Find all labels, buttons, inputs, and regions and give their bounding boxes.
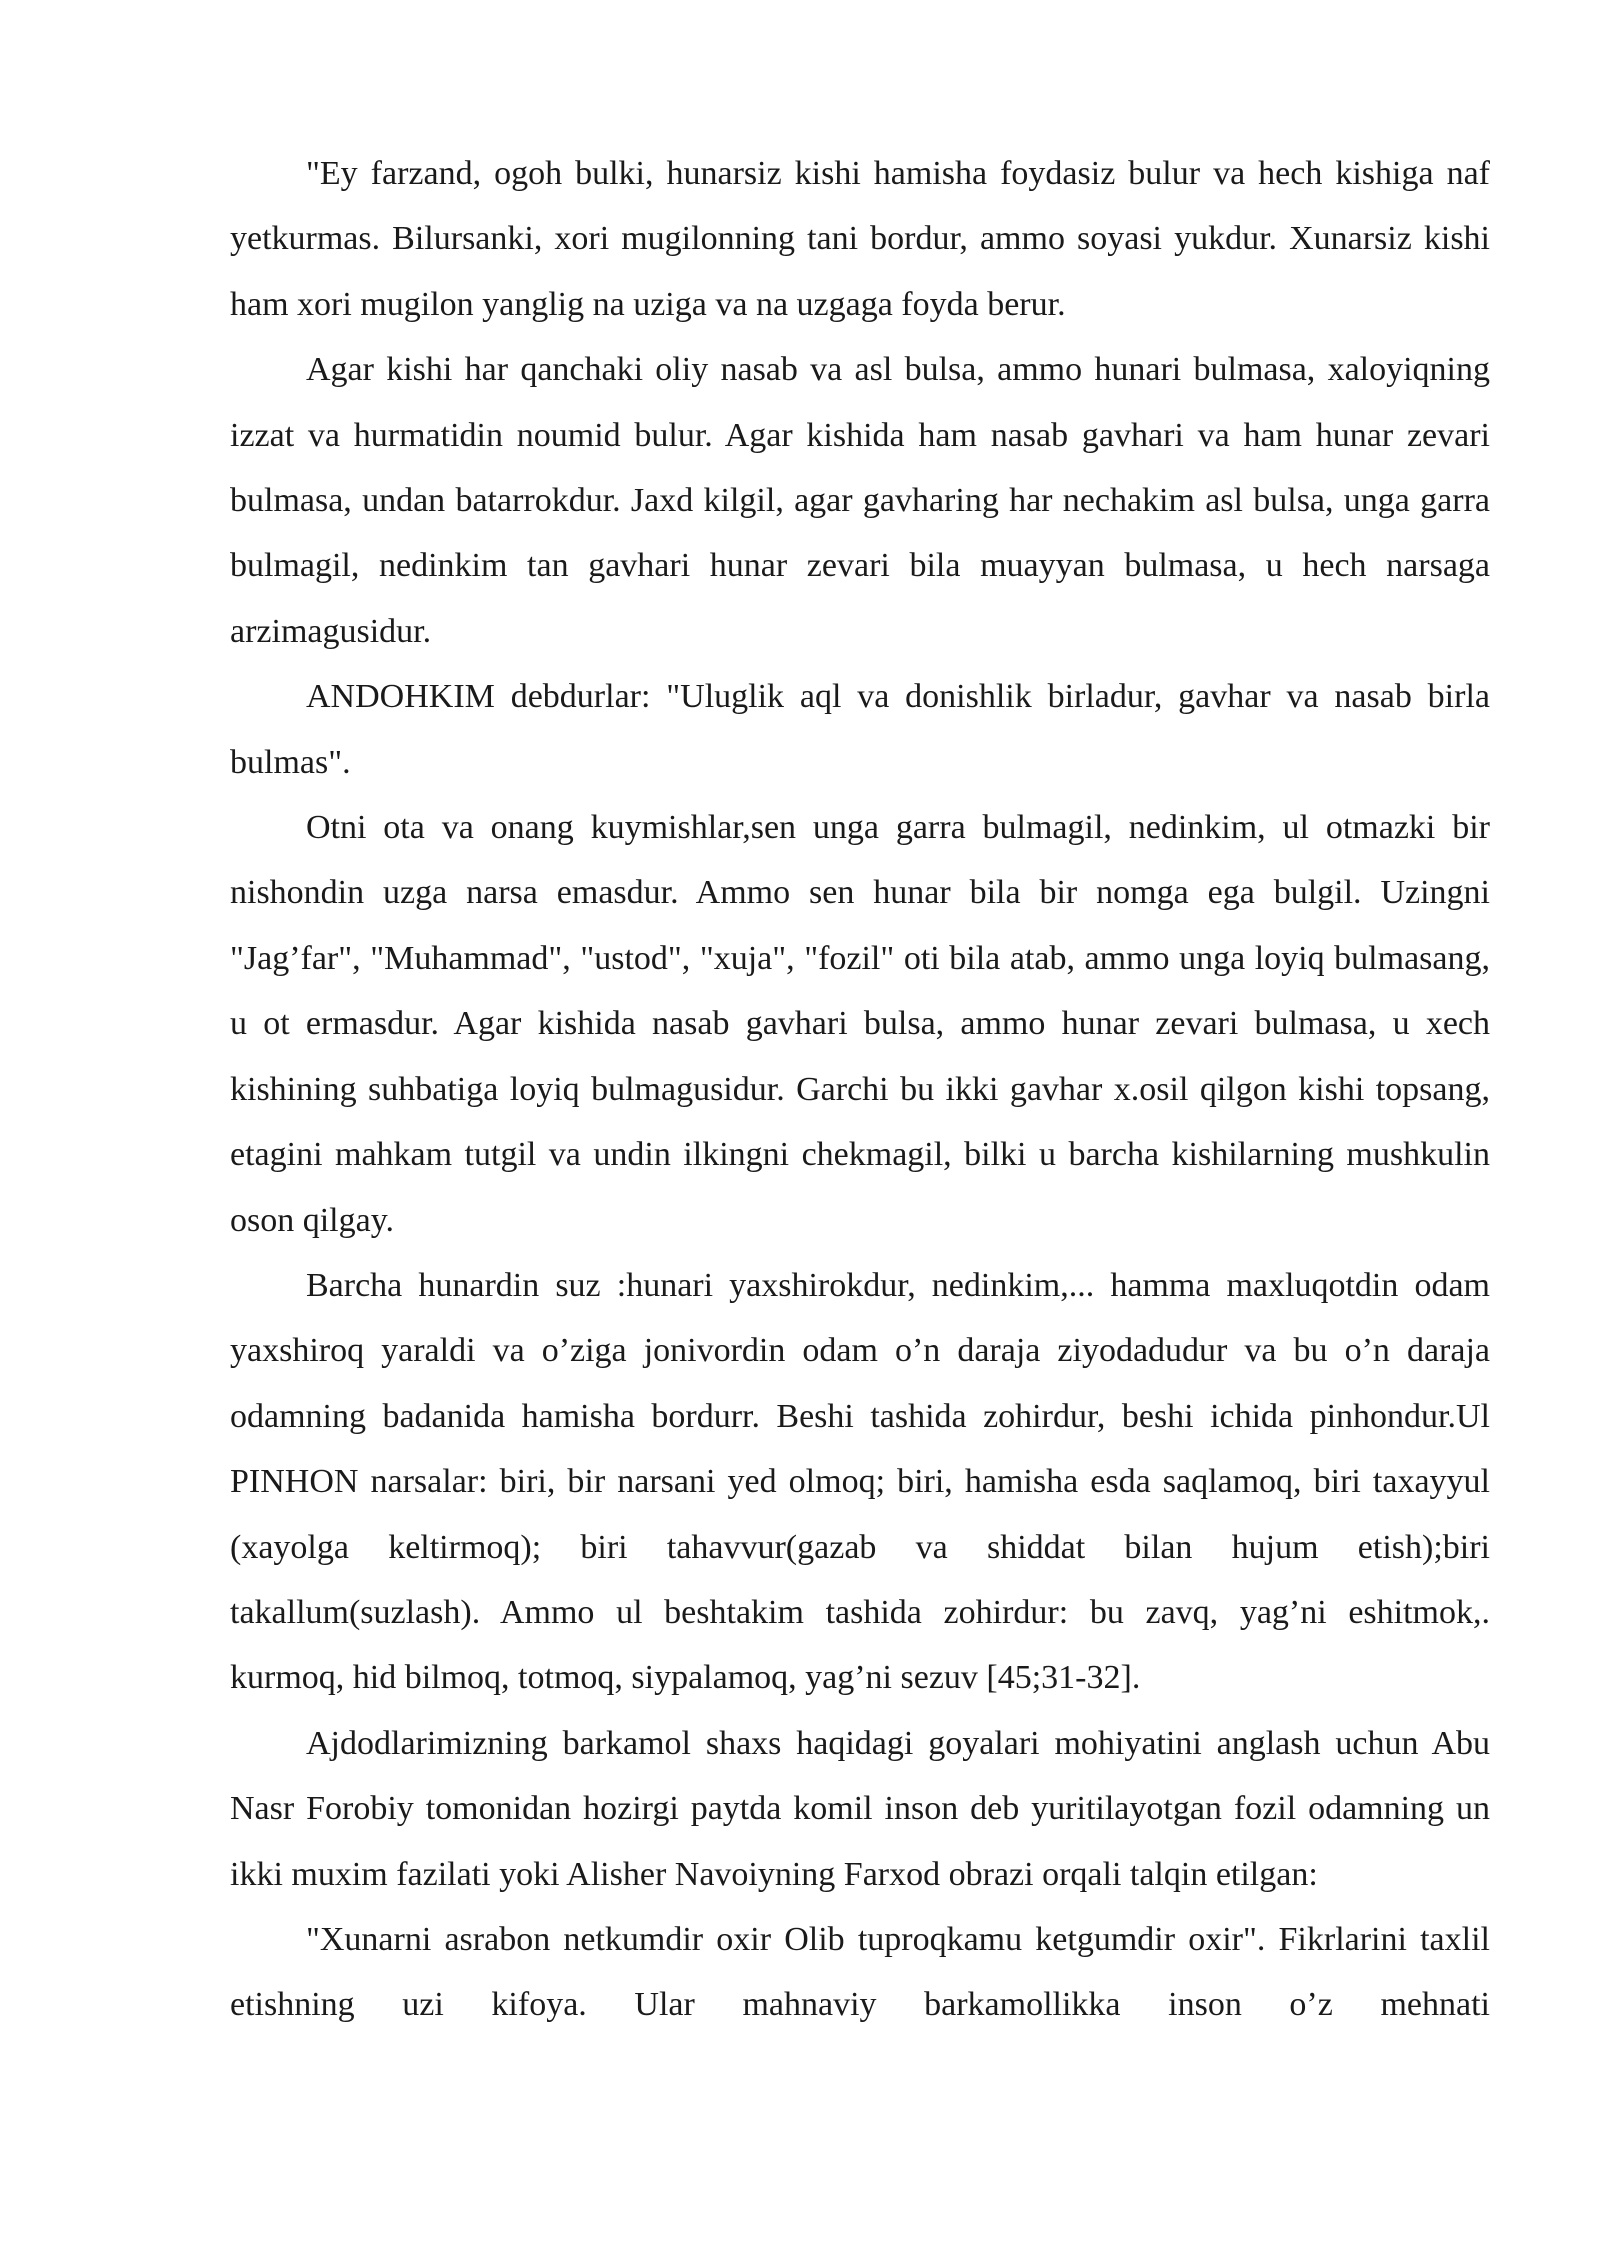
paragraph-5: Barcha hunardin suz :hunari yaxshirokdur, nedinkim,... hamma maxluqotdin odam yaxshiroq yaraldi va o’ziga jonivordin odam o’n daraja ziyodadudur va bu o’n daraja odamning badanida hamisha bordurr. Beshi tashida zohirdur, beshi ichida pinhondur.Ul PINHON narsalar: biri, bir narsani yed olmoq; biri, hamisha esda saqlamoq, biri taxayyul (xayolga keltirmoq); biri tahavvur(gazab va shiddat bilan hujum etish);biri takallum(suzlash). Ammo ul beshtakim tashida zohirdur: bu zavq, yag’ni eshitmok,. kurmoq, hid bilmoq, totmoq, siypalamoq, yag’ni sezuv [45;31-32]. — [230, 1266, 1490, 1697]
paragraph-6: Ajdodlarimizning barkamol shaxs haqidagi goyalari mohiyatini anglash uchun Abu Nasr Forobiy tomonidan hozirgi paytda komil inson deb yuritilayotgan fozil odamning un ikki muxim fazilati yoki Alisher Navoiyning Farxod obrazi orqali talqin etilgan: — [230, 1724, 1490, 1893]
paragraph-3: ANDOHKIM debdurlar: "Uluglik aql va donishlik birladur, gavhar va nasab birla bulmas". — [230, 678, 1490, 781]
paragraph-1: "Ey farzand, ogoh bulki, hunarsiz kishi hamisha foydasiz bulur va hech kishiga naf yetkurmas. Bilursanki, xori mugilonning tani bordur, ammo soyasi yukdur. Xunarsiz kishi ham xori mugilon yanglig na uziga va na uzgaga foyda berur. — [230, 155, 1490, 323]
paragraph-2: Agar kishi har qanchaki oliy nasab va asl bulsa, ammo hunari bulmasa, xaloyiqning izzat va hurmatidin noumid bulur. Agar kishida ham nasab gavhari va ham hunar zevari bulmasa, undan batarrokdur. Jaxd kilgil, agar gavharing har nechakim asl bulsa, unga garra bulmagil, nedinkim tan gavhari hunar zevari bila muayyan bulmasa, u hech narsaga arzimagusidur. — [230, 351, 1490, 650]
paragraph-7: "Xunarni asrabon netkumdir oxir Olib tuproqkamu ketgumdir oxir". Fikrlarini taxlil etishning uzi kifoya. Ular mahnaviy barkamollikka inson o’z mehnati — [230, 1920, 1490, 2024]
document-page — [230, 141, 1490, 2038]
paragraph-4: Otni ota va onang kuymishlar,sen unga garra bulmagil, nedinkim, ul otmazki bir nishondin uzga narsa emasdur. Ammo sen hunar bila bir nomga ega bulgil. Uzingni "Jag’far", "Muhammad", "ustod", "xuja", "fozil" oti bila atab, ammo unga loyiq bulmasang, u ot ermasdur. Agar kishida nasab gavhari bulsa, ammo hunar zevari bulmasa, u xech kishining suhbatiga loyiq bulmagusidur. Garchi bu ikki gavhar x.osil qilgon kishi topsang, etagini mahkam tutgil va undin ilkingni chekmagil, bilki u barcha kishilarning mushkulin oson qilgay. — [230, 809, 1490, 1239]
